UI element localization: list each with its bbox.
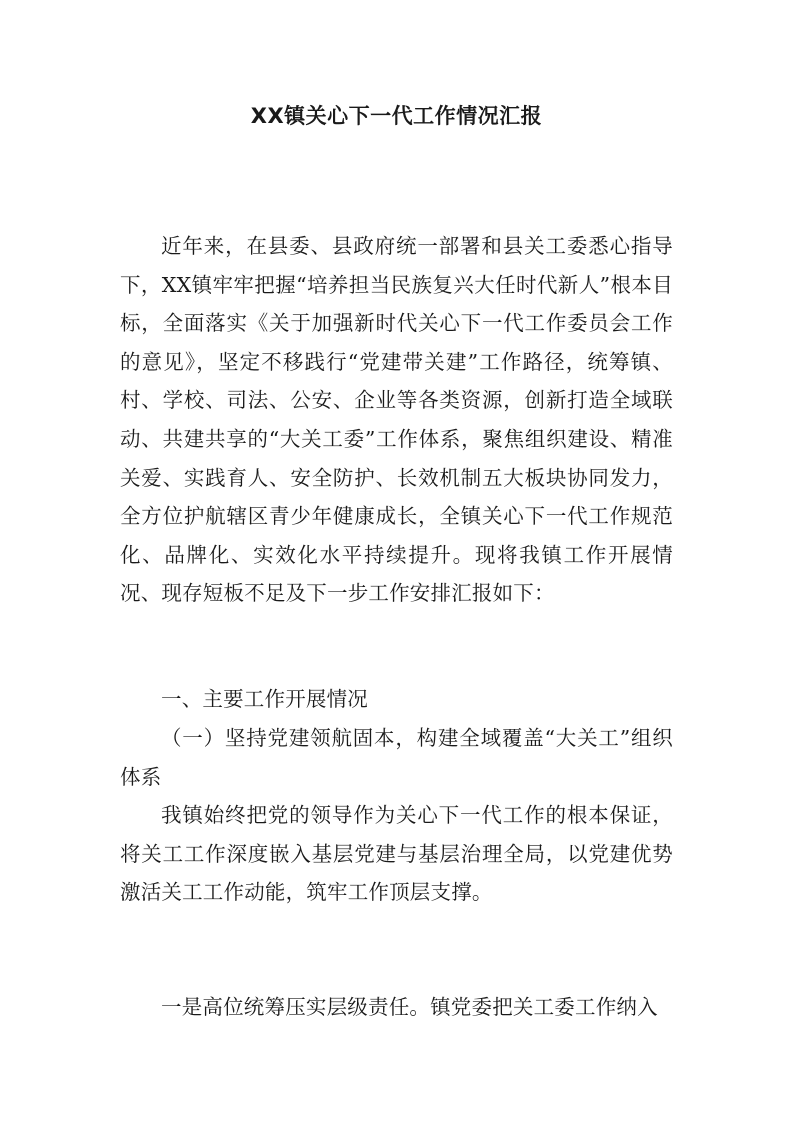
body-paragraph: 一是高位统筹压实层级责任。镇党委把关工委工作纳入 — [161, 995, 658, 1019]
subsection-paragraph: 我镇始终把党的领导作为关心下一代工作的根本保证，将关工工作深度嵌入基层党建与基层治理全局，以党建优势激活关工工作动能，筑牢工作顶层支撑。 — [120, 803, 673, 905]
subsection-heading: （一）坚持党建领航固本，构建全域覆盖“大关工”组织体系 — [120, 726, 673, 789]
section-heading: 一、主要工作开展情况 — [161, 687, 368, 711]
intro-paragraph: 近年来，在县委、县政府统一部署和县关工委悉心指导下，XX镇牢牢把握“培养担当民族复兴大任时代新人”根本目标，全面落实《关于加强新时代关心下一代工作委员会工作的意见》，坚定不移践行“党建带关建”工作路径，统筹镇、村、学校、司法、公安、企业等各类资源，创新打造全域联动、共建共享的“大关工委”工作体系，聚焦组织建设、精准关爱、实践育人、安全防护、长效机制五大板块协同发力，全方位护航辖区青少年健康成长，全镇关心下一代工作规范化、品牌化、实效化水平持续提升。现将我镇工作开展情况、现存短板不足及下一步工作安排汇报如下： — [120, 234, 673, 606]
document-title: XX镇关心下一代工作情况汇报 — [250, 104, 543, 128]
